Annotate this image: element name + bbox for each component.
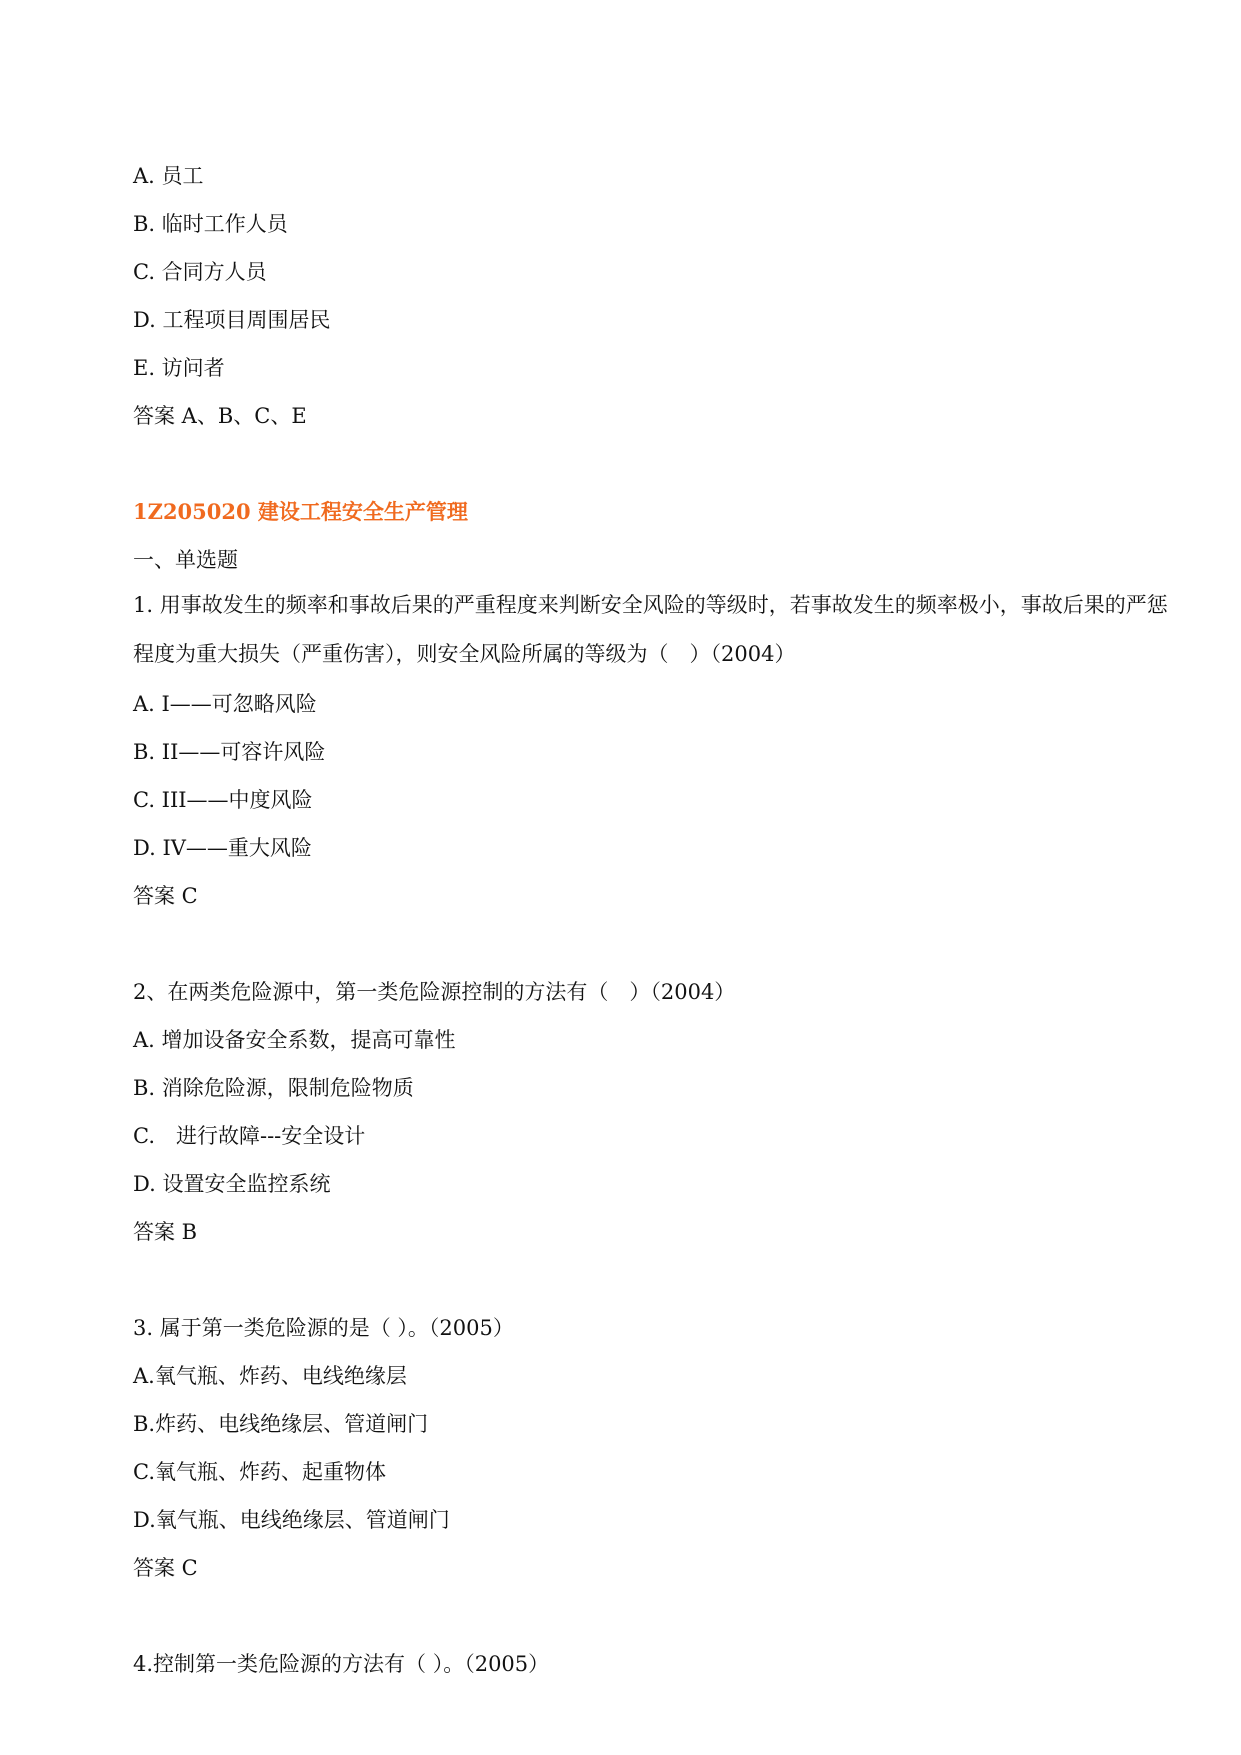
q3-option-c: C.氧气瓶、炸药、起重物体 [133, 1460, 386, 1484]
q3-answer: 答案 C [133, 1556, 198, 1580]
q1-option-c: C. III——中度风险 [133, 788, 313, 812]
option-a: A. 员工 [133, 164, 204, 188]
q2-option-b: B. 消除危险源，限制危险物质 [133, 1076, 414, 1100]
q2-answer: 答案 B [133, 1220, 198, 1244]
q1-answer: 答案 C [133, 884, 198, 908]
q3-option-d: D.氧气瓶、电线绝缘层、管道闸门 [133, 1508, 450, 1532]
option-b: B. 临时工作人员 [133, 212, 288, 236]
q1-option-a: A. I——可忽略风险 [133, 692, 317, 716]
option-c: C. 合同方人员 [133, 260, 267, 284]
q2-option-c: C. 进行故障---安全设计 [133, 1124, 366, 1148]
q2-option-d: D. 设置安全监控系统 [133, 1172, 331, 1196]
option-d: D. 工程项目周围居民 [133, 308, 331, 332]
question-4-text: 4.控制第一类危险源的方法有（ ）。（2005） [133, 1652, 550, 1676]
option-e: E. 访问者 [133, 356, 225, 380]
question-2-text: 2、在两类危险源中，第一类危险源控制的方法有（ ）（2004） [133, 980, 736, 1004]
q3-option-a: A.氧气瓶、炸药、电线绝缘层 [133, 1364, 407, 1388]
question-1-text: 1. 用事故发生的频率和事故后果的严重程度来判断安全风险的等级时，若事故发生的频率极小，事故后果的严惩程度为重大损失（严重伤害），则安全风险所属的等级为（ ）（2004） [133, 593, 1168, 666]
question-3-text: 3. 属于第一类危险源的是（ ）。（2005） [133, 1316, 514, 1340]
q1-option-d: D. IV——重大风险 [133, 836, 312, 860]
q2-option-a: A. 增加设备安全系数，提高可靠性 [133, 1028, 456, 1052]
answer-block1: 答案 A、B、C、E [133, 404, 307, 428]
section-subtitle: 一、单选题 [133, 548, 238, 572]
section-title: 1Z205020 建设工程安全生产管理 [133, 499, 468, 524]
q1-option-b: B. II——可容许风险 [133, 740, 326, 764]
q3-option-b: B.炸药、电线绝缘层、管道闸门 [133, 1412, 429, 1436]
